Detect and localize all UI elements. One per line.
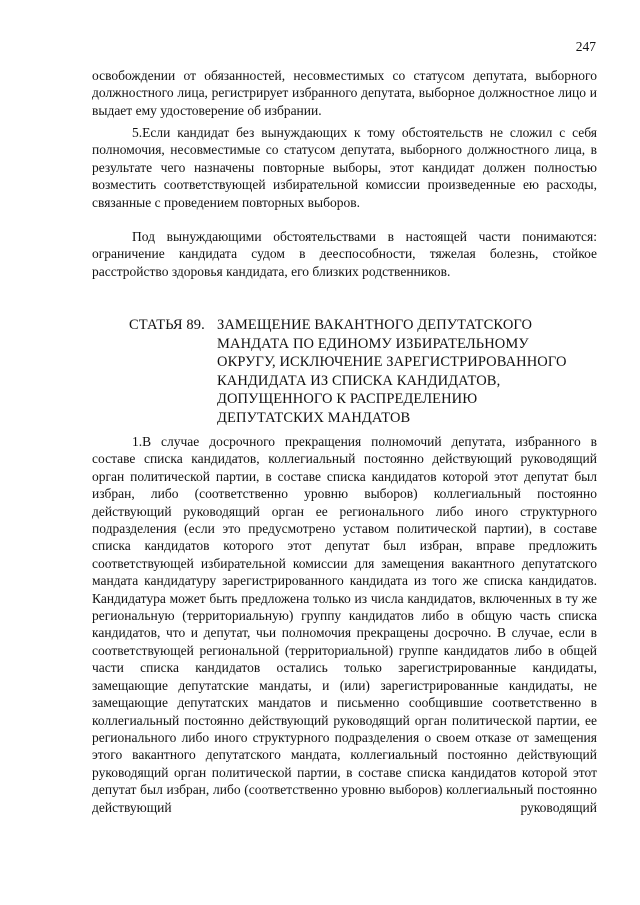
- intro-paragraph-block: [92, 67, 597, 119]
- paragraph-5-block: [92, 124, 597, 211]
- intro-paragraph: освобождении от обязанностей, несовместимых со статусом депутата, выборного должностного лица, регистрирует избранного депутата, выборное должностное лицо и выдает ему удостоверение об избрании.: [92, 68, 597, 118]
- article-title-line: МАНДАТА ПО ЕДИНОМУ ИЗБИРАТЕЛЬНОМУ: [217, 335, 529, 352]
- paragraph-forced-circumstances: Под вынуждающими обстоятельствами в настоящей части понимаются: ограничение кандидата судом в дееспособности, тяжелая болезнь, стойкое расстройство здоровья кандидата, его близких родственников.: [92, 229, 597, 279]
- article-title-line: ОКРУГУ, ИСКЛЮЧЕНИЕ ЗАРЕГИСТРИРОВАННОГО: [217, 354, 567, 370]
- article-paragraph-1-block: [92, 433, 597, 816]
- article-heading: [129, 316, 599, 427]
- article-title: [217, 316, 567, 427]
- page-number: 247: [575, 39, 596, 54]
- article-title-line: ЗАМЕЩЕНИЕ ВАКАНТНОГО ДЕПУТАТСКОГО: [217, 317, 533, 333]
- article-label: СТАТЬЯ 89.: [129, 317, 205, 333]
- article-title-line: ДОПУЩЕННОГО К РАСПРЕДЕЛЕНИЮ: [217, 391, 478, 407]
- article-title-line: ДЕПУТАТСКИХ МАНДАТОВ: [217, 409, 411, 426]
- paragraph-5: 5.Если кандидат без вынуждающих к тому обстоятельств не сложил с себя полномочия, несовместимые со статусом депутата, выборного должностного лица, в результате чего назначены повторные выборы, этот кандидат должен полностью возместить соответствующей избирательной комиссии произведенные ею расходы, связанные с проведением повторных выборов.: [92, 125, 597, 210]
- article-paragraph-1: 1.В случае досрочного прекращения полномочий депутата, избранного в составе списка кандидатов, коллегиальный постоянно действующий руководящий орган политической партии, в составе списка кандидатов которой этот депутат был избран, либо (соответственно уровню выборов) коллегиальный постоянно действующий руководящий орган ее регионального либо иного структурного подразделения (если это предусмотрено уставом политической партии), в составе списка кандидатов которого этот депутат был избран, вправе предложить соответствующей избирательной комиссии для замещения вакантного депутатского мандата кандидатуру зарегистрированного кандидата из того же списка кандидатов. Кандидатура может быть предложена только из числа кандидатов, включенных в ту же региональную (территориальную) группу кандидатов либо в общую часть списка кандидатов, что и депутат, чьи полномочия прекращены досрочно. В случае, если в соответствующей региональной (территориальной) группе кандидатов либо в общей части списка кандидатов остались только зарегистрированные кандидаты, замещающие депутатские мандаты, и (или) зарегистрированные кандидаты, не замещающие депутатских мандатов и письменно сообщившие соответственно в коллегиальный постоянно действующий руководящий орган политической партии, ее регионального либо иного структурного подразделения о своем отказе от замещения этого вакантного депутатского мандата, коллегиальный постоянно действующий руководящий орган политической партии, в составе списка кандидатов которой этот депутат был избран, либо (соответственно уровню выборов) коллегиальный постоянно действующий руководящий: [92, 434, 597, 815]
- article-title-line: КАНДИДАТА ИЗ СПИСКА КАНДИДАТОВ,: [217, 372, 501, 389]
- paragraph-forced-block: [92, 228, 597, 280]
